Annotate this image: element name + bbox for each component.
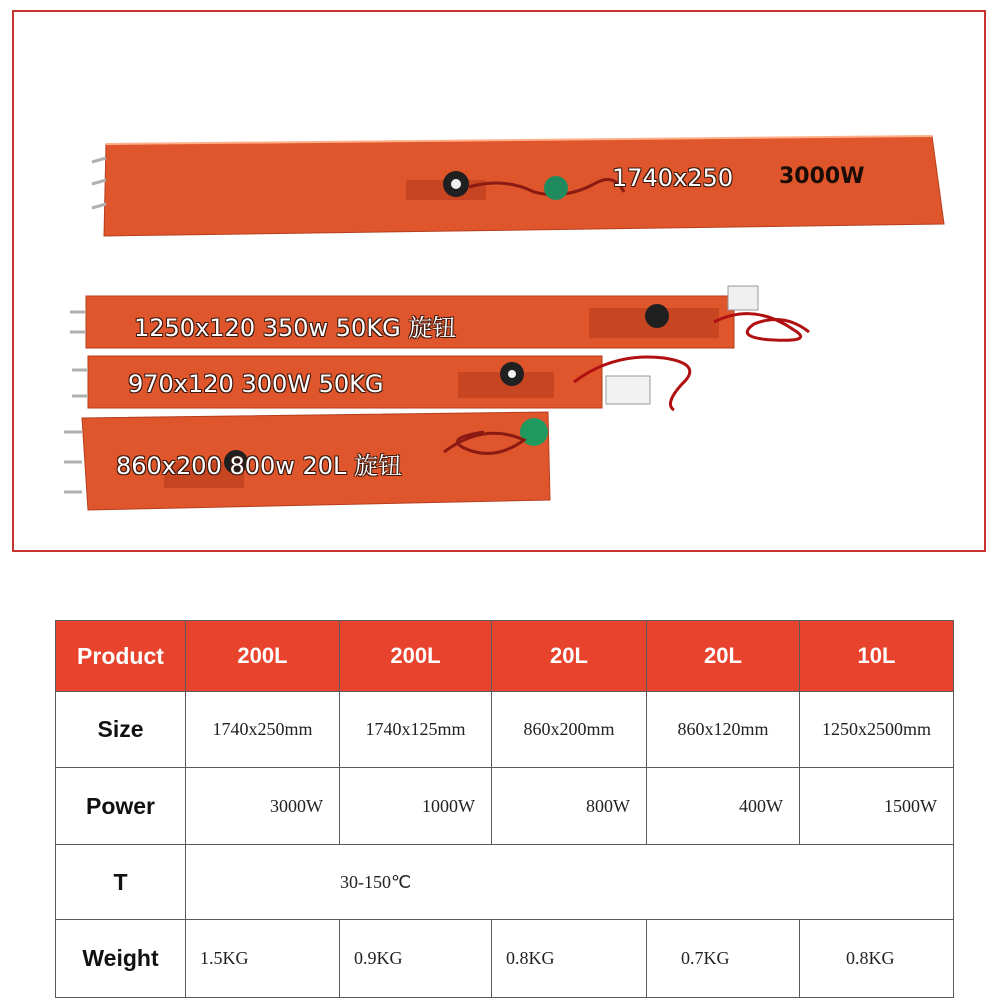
weight-cell: 0.9KG: [340, 920, 492, 998]
size-cell: 1250x2500mm: [800, 692, 954, 768]
size-cell: 1740x250mm: [186, 692, 340, 768]
power-cell: 3000W: [186, 768, 340, 845]
header-col-3: 20L: [492, 621, 647, 692]
header-col-4: 20L: [647, 621, 800, 692]
product-photo: [12, 10, 986, 552]
size-cell: 860x120mm: [647, 692, 800, 768]
header-col-5: 10L: [800, 621, 954, 692]
header-col-1: 200L: [186, 621, 340, 692]
row-label-size: Size: [56, 692, 186, 768]
row-label-temperature: T: [56, 845, 186, 920]
power-cell: 400W: [647, 768, 800, 845]
heater-1-power-label: 3000W: [779, 164, 865, 189]
table-header-row: [56, 621, 954, 692]
table-row-power: [56, 768, 954, 845]
row-label-weight: Weight: [56, 920, 186, 998]
weight-cell: 0.8KG: [800, 920, 954, 998]
heater-4-label: 860x200 800w 20L 旋钮: [116, 452, 403, 480]
heater-2-label: 1250x120 350w 50KG 旋钮: [134, 314, 457, 342]
weight-cell: 1.5KG: [186, 920, 340, 998]
table-row-temperature: [56, 845, 954, 920]
table-row-weight: [56, 920, 954, 998]
temperature-range-cell: 30-150℃: [186, 845, 954, 920]
power-cell: 1500W: [800, 768, 954, 845]
header-col-2: 200L: [340, 621, 492, 692]
table-row-size: [56, 692, 954, 768]
power-cell: 800W: [492, 768, 647, 845]
weight-cell: 0.7KG: [647, 920, 800, 998]
heater-1-size-label: 1740x250: [612, 164, 734, 192]
row-label-power: Power: [56, 768, 186, 845]
heater-3-label: 970x120 300W 50KG: [128, 370, 384, 398]
size-cell: 860x200mm: [492, 692, 647, 768]
header-product: Product: [56, 621, 186, 692]
power-cell: 1000W: [340, 768, 492, 845]
weight-cell: 0.8KG: [492, 920, 647, 998]
size-cell: 1740x125mm: [340, 692, 492, 768]
spec-table: [55, 620, 954, 998]
